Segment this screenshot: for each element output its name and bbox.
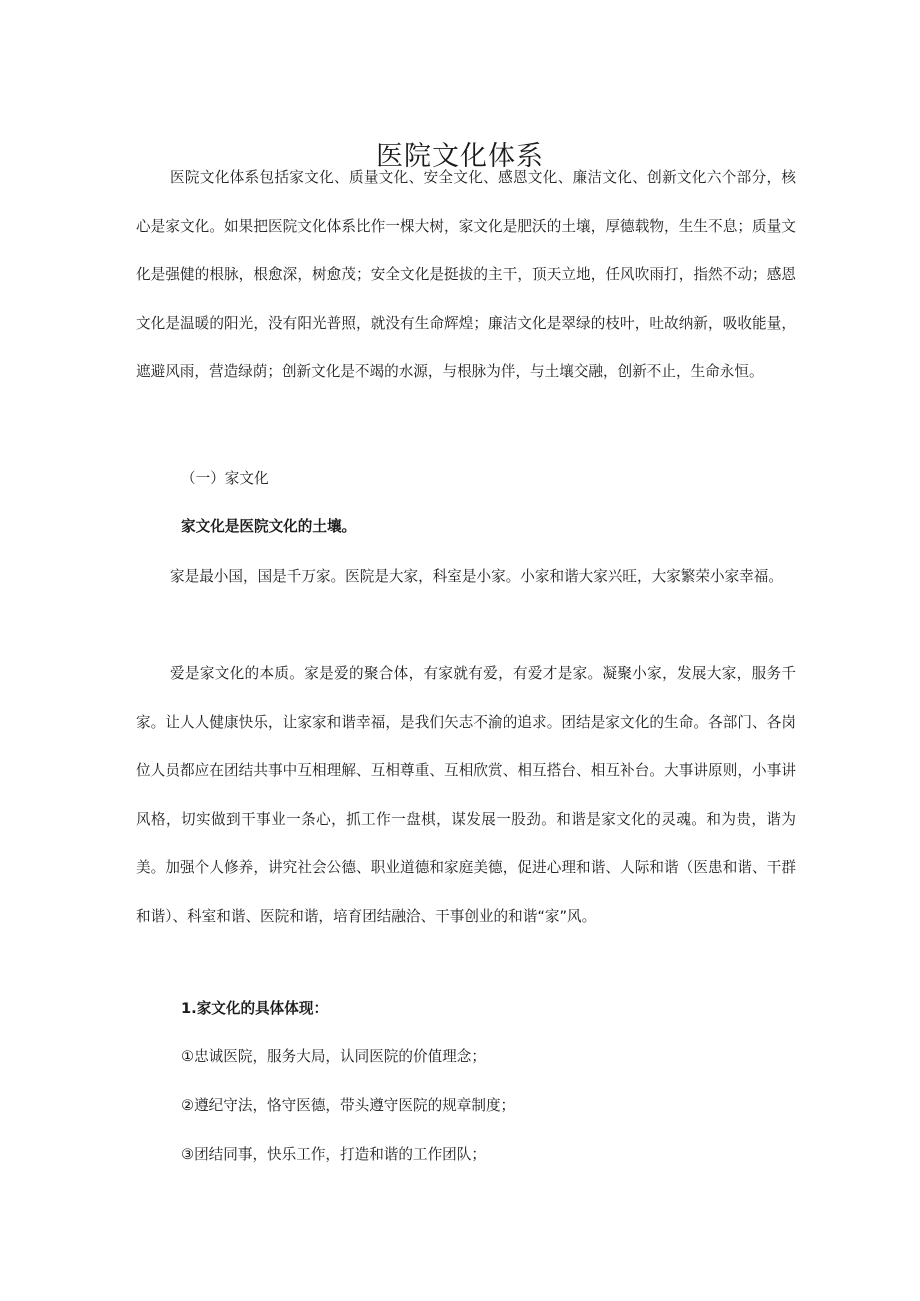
love-paragraph: 爱是家文化的本质。家是爱的聚合体，有家就有爱，有爱才是家。凝聚小家，发展大家，服务千家。让人人健康快乐，让家家和谐幸福，是我们矢志不渝的追求。团结是家文化的生命。各部门、各岗位人员都应在团结共事中互相理解、互相尊重、互相欣赏、相互搭台、相互补台。大事讲原则，小事讲风格，切实做到干事业一条心，抓工作一盘棋，谋发展一股劲。和谐是家文化的灵魂。和为贵，谐为美。加强个人修养，讲究社会公德、职业道德和家庭美德，促进心理和谐、人际和谐（医患和谐、干群和谐）、科室和谐、医院和谐，培育团结融洽、干事创业的和谐“家”风。 — [136, 665, 796, 925]
list-item: ③团结同事，快乐工作，打造和谐的工作团队； — [181, 1146, 486, 1163]
document-title: 医院文化体系 — [376, 141, 544, 173]
list-item: ②遵纪守法，恪守医德，带头遵守医院的规章制度； — [181, 1097, 516, 1114]
section-heading: （一）家文化 — [181, 470, 269, 487]
list-item: ①忠诚医院，服务大局，认同医院的价值理念； — [181, 1048, 486, 1065]
intro-paragraph: 医院文化体系包括家文化、质量文化、安全文化、感恩文化、廉洁文化、创新文化六个部分，核心是家文化。如果把医院文化体系比作一棵大树，家文化是肥沃的土壤，厚德载物，生生不息；质量文化是强健的根脉，根愈深，树愈茂；安全文化是挺拔的主干，顶天立地，任风吹雨打，指然不动；感恩文化是温暖的阳光，没有阳光普照，就没有生命辉煌；廉洁文化是翠绿的枝叶，吐故纳新，吸收能量，遮避风雨，营造绿荫；创新文化是不竭的水源，与根脉为伴，与土壤交融，创新不止，生命永恒。 — [136, 169, 796, 380]
list-heading: 1.家文化的具体体现： — [181, 1000, 329, 1017]
section-subheading: 家文化是医院文化的土壤。 — [181, 518, 357, 535]
family-paragraph: 家是最小国，国是千万家。医院是大家，科室是小家。小家和谐大家兴旺，大家繁荣小家幸福。 — [170, 568, 783, 585]
